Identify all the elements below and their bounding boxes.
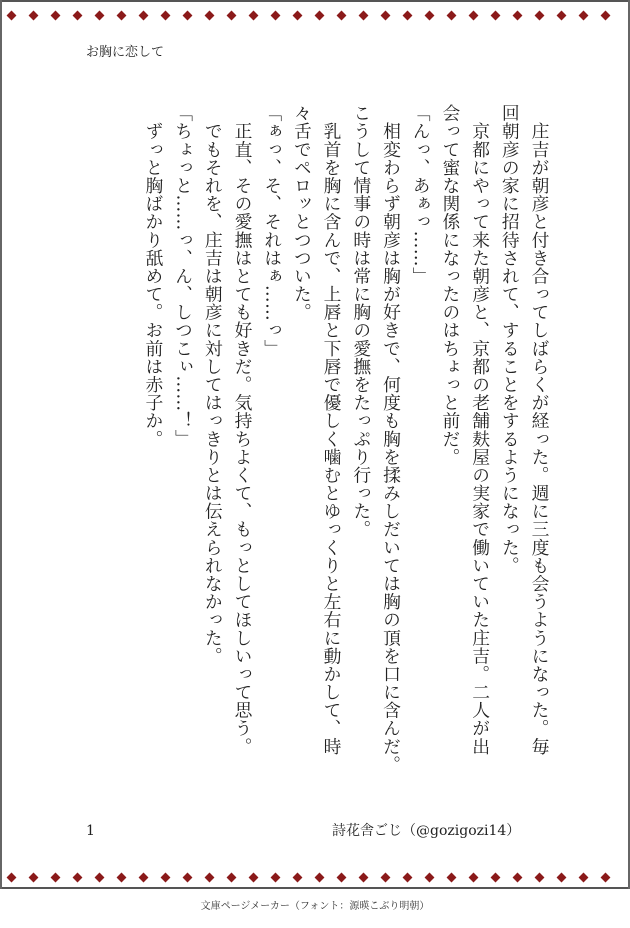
diamond-ornament — [95, 873, 105, 883]
diamond-ornament — [271, 11, 281, 21]
diamond-ornament — [73, 11, 83, 21]
diamond-ornament — [227, 11, 237, 21]
diamond-ornament — [513, 873, 523, 883]
diamond-ornament — [73, 873, 83, 883]
diamond-ornament — [29, 11, 39, 21]
text-line: 「ぁっ、そ、それはぁ……っ」 — [261, 104, 283, 358]
diamond-ornament — [7, 11, 17, 21]
page-number: 1 — [86, 823, 95, 839]
generator-credit: 文庫ページメーカー（フォント：源暎こぶり明朝） — [200, 901, 430, 912]
diamond-ornament — [359, 873, 369, 883]
diamond-ornament — [381, 11, 391, 21]
diamond-ornament — [117, 11, 127, 21]
text-line: こうして情事の時は常に胸の愛撫をたっぷり行った。 — [350, 104, 372, 539]
diamond-ornament — [315, 873, 325, 883]
diamond-ornament — [139, 873, 149, 883]
text-line: 「んっ、あぁっ……」 — [410, 104, 432, 285]
text-line: 々舌でペロッとつついた。 — [291, 104, 313, 322]
diamond-ornament — [447, 873, 457, 883]
text-line: でもそれを、庄吉は朝彦に対してはっきりとは伝えられなかった。 — [202, 104, 224, 665]
diamond-ornament — [51, 873, 61, 883]
diamond-ornament — [271, 873, 281, 883]
diamond-ornament — [447, 11, 457, 21]
diamond-ornament — [337, 873, 347, 883]
author-credit: 詩花舎ごじ（@gozigozi14） — [332, 823, 521, 839]
text-line: 「ちょっと……っ、ん、しつこぃ……！」 — [172, 104, 194, 448]
diamond-ornament — [425, 873, 435, 883]
text-line: 相変わらず朝彦は胸が好きで、何度も胸を揉みしだいては胸の頂を口に含んだ。 — [380, 104, 402, 774]
diamond-ornament — [95, 11, 105, 21]
diamond-ornament — [403, 11, 413, 21]
diamond-ornament — [249, 11, 259, 21]
diamond-ornament — [293, 873, 303, 883]
text-line: 正直、その愛撫はとても好きだ。気持ちよくて、もっとしてほしいって思う。 — [231, 104, 253, 756]
text-line: 庄吉が朝彦と付き合ってしばらくが経った。週に三度も会うようになった。毎 — [529, 104, 550, 756]
diamond-ornament — [557, 11, 567, 21]
diamond-ornament — [315, 11, 325, 21]
diamond-ornament — [359, 11, 369, 21]
diamond-ornament — [227, 873, 237, 883]
text-line: 乳首を胸に含んで、上唇と下唇で優しく噛むとゆっくりと左右に動かして、時 — [321, 104, 343, 756]
diamond-ornament — [557, 873, 567, 883]
diamond-ornament — [205, 11, 215, 21]
diamond-ornament — [29, 873, 39, 883]
text-line: 会って蜜な関係になったのはちょっと前だ。 — [439, 104, 461, 466]
diamond-ornament — [491, 11, 501, 21]
bottom-diamond-ornament — [0, 870, 630, 886]
diamond-ornament — [535, 873, 545, 883]
diamond-ornament — [579, 873, 589, 883]
diamond-ornament — [403, 873, 413, 883]
diamond-ornament — [205, 873, 215, 883]
text-line: ずっと胸ばかり舐めて。お前は赤子か。 — [142, 104, 164, 448]
diamond-ornament — [491, 873, 501, 883]
diamond-ornament — [7, 873, 17, 883]
diamond-ornament — [513, 11, 523, 21]
diamond-ornament — [601, 11, 611, 21]
diamond-ornament — [535, 11, 545, 21]
diamond-ornament — [183, 873, 193, 883]
text-line: 回朝彦の家に招待されて、することをするようになった。 — [499, 104, 521, 575]
diamond-ornament — [293, 11, 303, 21]
diamond-ornament — [161, 873, 171, 883]
diamond-ornament — [183, 11, 193, 21]
diamond-ornament — [249, 873, 259, 883]
top-diamond-ornament — [0, 8, 630, 24]
text-line: 京都にやって来た朝彦と、京都の老舗麸屋の実家で働いていた庄吉。二人が出 — [469, 104, 491, 756]
diamond-ornament — [579, 11, 589, 21]
diamond-ornament — [51, 11, 61, 21]
running-title: お胸に恋して — [86, 45, 165, 60]
vertical-body-text — [74, 104, 554, 804]
bottom-border — [0, 887, 630, 889]
diamond-ornament — [381, 873, 391, 883]
diamond-ornament — [117, 873, 127, 883]
top-border — [0, 0, 630, 2]
diamond-ornament — [337, 11, 347, 21]
diamond-ornament — [601, 873, 611, 883]
diamond-ornament — [469, 11, 479, 21]
diamond-ornament — [161, 11, 171, 21]
left-border — [0, 0, 2, 889]
diamond-ornament — [469, 873, 479, 883]
diamond-ornament — [139, 11, 149, 21]
diamond-ornament — [425, 11, 435, 21]
